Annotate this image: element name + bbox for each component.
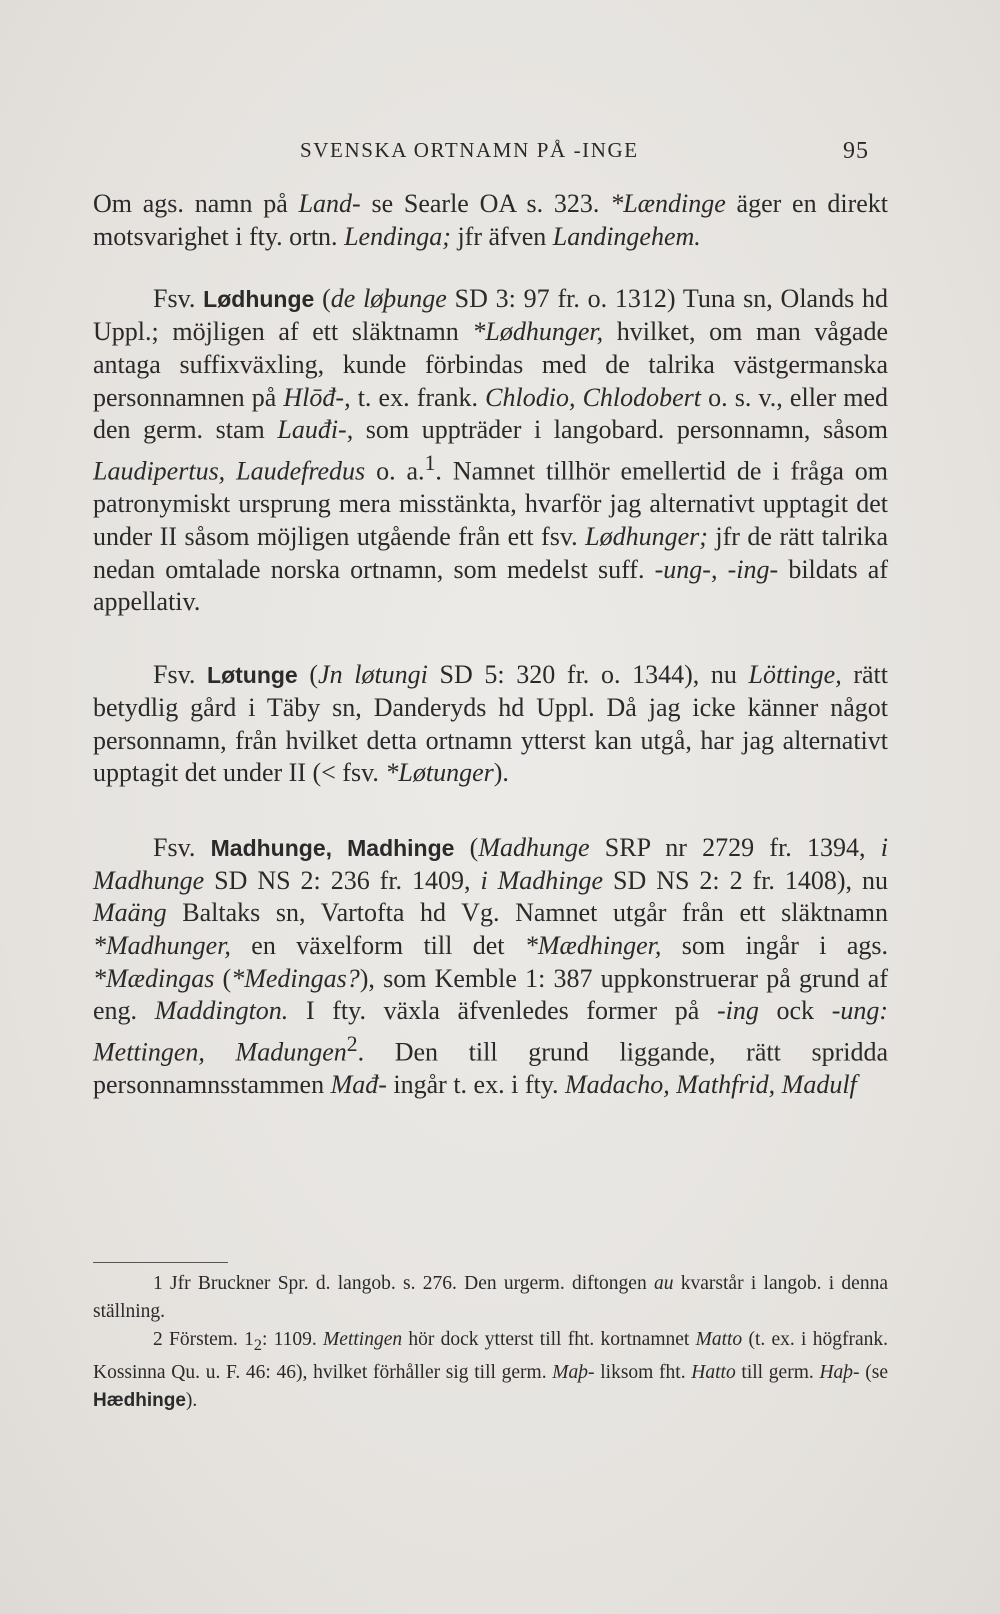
page-number: 95 [843,138,869,164]
italic-term: de løþunge [330,284,447,314]
text-run: hör dock ytterst till fht. kortnamnet [402,1329,696,1350]
italic-term: Madacho, Mathfrid, Madulf [565,1070,857,1100]
text-run: 1 Jfr Bruckner Spr. d. langob. s. 276. Den urgerm. diftongen [153,1273,654,1294]
text-run: rätt betydlig gård i Täby sn, Danderyds hd Uppl. Då jag icke känner något personnamn, från hvilket detta ortnamn ytterst kan utgå, har jag alternativt upptagit det under II (< fsv. [93,660,888,788]
italic-term: Haþ- [819,1361,860,1383]
italic-term: Madhunge [478,832,590,862]
italic-term: *Mædingas [93,963,215,993]
running-title: SVENSKA ORTNAMN PÅ -INGE [300,138,639,162]
text-run: ock [758,996,832,1026]
text-run: ( [314,284,331,314]
footnote-divider [93,1262,228,1263]
footnote-1 [93,1270,888,1326]
text-run: SD NS 2: 2 fr. 1408), nu [603,865,888,895]
text-run: ( [214,963,232,993]
text-run: : 1109. [261,1329,324,1350]
italic-term: Maddington. [154,996,289,1026]
italic-term: Hlōđ-, [283,382,351,412]
text-run: jfr äfven [450,221,553,251]
main-text [93,188,888,1102]
italic-term: *Lændinge [610,189,726,218]
italic-term: Landingehem. [552,221,701,251]
italic-term: au [653,1273,674,1294]
text-run: till germ. [735,1361,820,1383]
text-run: I fty. växla äfvenledes former på [288,996,717,1026]
text-run: o. a. [365,456,425,486]
footnote-ref: 2 [346,1032,358,1057]
text-run: en växelform till det [230,931,525,961]
text-run: liksom fht. [594,1361,692,1383]
text-run: Baltaks sn, Vartofta hd Vg. Namnet utgår från ett släktnamn [166,898,888,928]
text-run: jfr de rätt talrika nedan omtalade norska ortnamn, som medelst suff. [93,521,888,584]
italic-term: Laudipertus, Laudefredus [93,456,366,486]
text-run: ( [297,660,319,690]
text-run: ( [454,832,479,862]
text-run: bildats af appellativ. [93,554,889,617]
text-run: ). [493,758,509,788]
italic-term: Maþ- [552,1361,595,1383]
paragraph-land [93,188,888,253]
footnote-ref: 1 [424,450,436,475]
entry-madhunge [93,832,888,1102]
text-run: (t. ex. i högfrank. Kossinna Qu. u. F. 46: 46), hvilket förhåller sig till germ. [93,1329,888,1383]
entry-headword: Madhunge, Madhinge [210,834,455,861]
italic-term: -ung-, -ing- [654,554,779,584]
italic-term: Mettingen [323,1329,403,1350]
text-run: SD 5: 320 fr. o. 1344), nu [427,660,749,690]
text-run: äger en direkt motsvarighet i fty. ortn. [93,189,889,251]
italic-term: Löttinge, [748,660,842,690]
italic-term: *Medingas? [231,963,360,993]
text-run: Fsv. [153,660,208,690]
cross-reference: Hædhinge [93,1389,186,1411]
italic-term: i Madhunge [93,832,888,895]
text-run: se Searle OA s. 323. [360,189,611,218]
text-run: som uppträder i langobard. personnamn, såsom [353,415,888,445]
footnotes [93,1270,888,1415]
entry-headword: Løtunge [207,662,298,689]
italic-term: Lødhunger; [585,521,708,551]
text-run: ), som Kemble 1: 387 uppkonstruerar på grund af eng. [93,963,888,1026]
italic-term: Chlodio, Chlodobert [485,382,702,412]
text-run: ingår t. ex. i fty. [386,1070,566,1100]
text-run: SD 3: 97 fr. o. 1312) Tuna sn, Olands hd Uppl.; möjligen af ett släktnamn [93,284,888,347]
text-run: o. s. v., eller med den germ. stam [93,382,888,445]
italic-term: Lauđi-, [277,415,354,445]
subscript: 2 [253,1335,262,1354]
entry-lodhunge [93,283,888,619]
text-run: kvarstår i langob. i denna ställning. [93,1273,888,1322]
italic-term: Matto [695,1329,743,1350]
italic-term: Maäng [93,898,167,928]
footnote-2 [93,1326,888,1415]
italic-term: Hatto [691,1361,736,1383]
text-run: . Den till grund liggande, rätt spridda personnamnsstammen [93,1037,888,1100]
italic-term: -ing [716,996,759,1026]
text-run: t. ex. frank. [350,382,486,412]
italic-term: *Madhunger, [93,931,231,961]
italic-term: *Mædhinger, [524,931,662,961]
text-run: ). [185,1389,198,1411]
text-run: . Namnet tillhör emellertid de i fråga om patronymiskt ursprung mera misstänkta, hvarför jag alternativt upptagit det under II såsom möjligen utgående från ett fsv. [93,456,889,551]
italic-term: Jn løtungi [318,660,428,690]
italic-term: -ung: Mettingen, Madungen [93,996,889,1067]
italic-term: *Lødhunger, [472,317,604,347]
text-run: (se [859,1361,888,1383]
text-run: hvilket, om man vågade antaga suffixväxling, kunde förbindas med de talrika västgermanska personnamnen på [93,317,888,412]
text-run: som ingår i ags. [661,931,888,961]
text-run: Fsv. [153,832,211,862]
italic-term: Lendinga; [344,221,451,251]
entry-headword: Lødhunge [203,286,315,313]
italic-term: i Madhinge [480,865,604,895]
text-run: 2 Förstem. 1 [153,1329,254,1350]
entry-lotunge [93,659,888,790]
italic-term: Mađ- [330,1070,387,1100]
text-run: SD NS 2: 236 fr. 1409, [204,865,481,895]
italic-term: Land- [298,189,361,218]
text-run: Om ags. namn på [93,189,299,218]
italic-term: *Løtunger [385,758,494,788]
text-run: Fsv. [153,284,204,314]
text-run: SRP nr 2729 fr. 1394, [589,832,881,862]
